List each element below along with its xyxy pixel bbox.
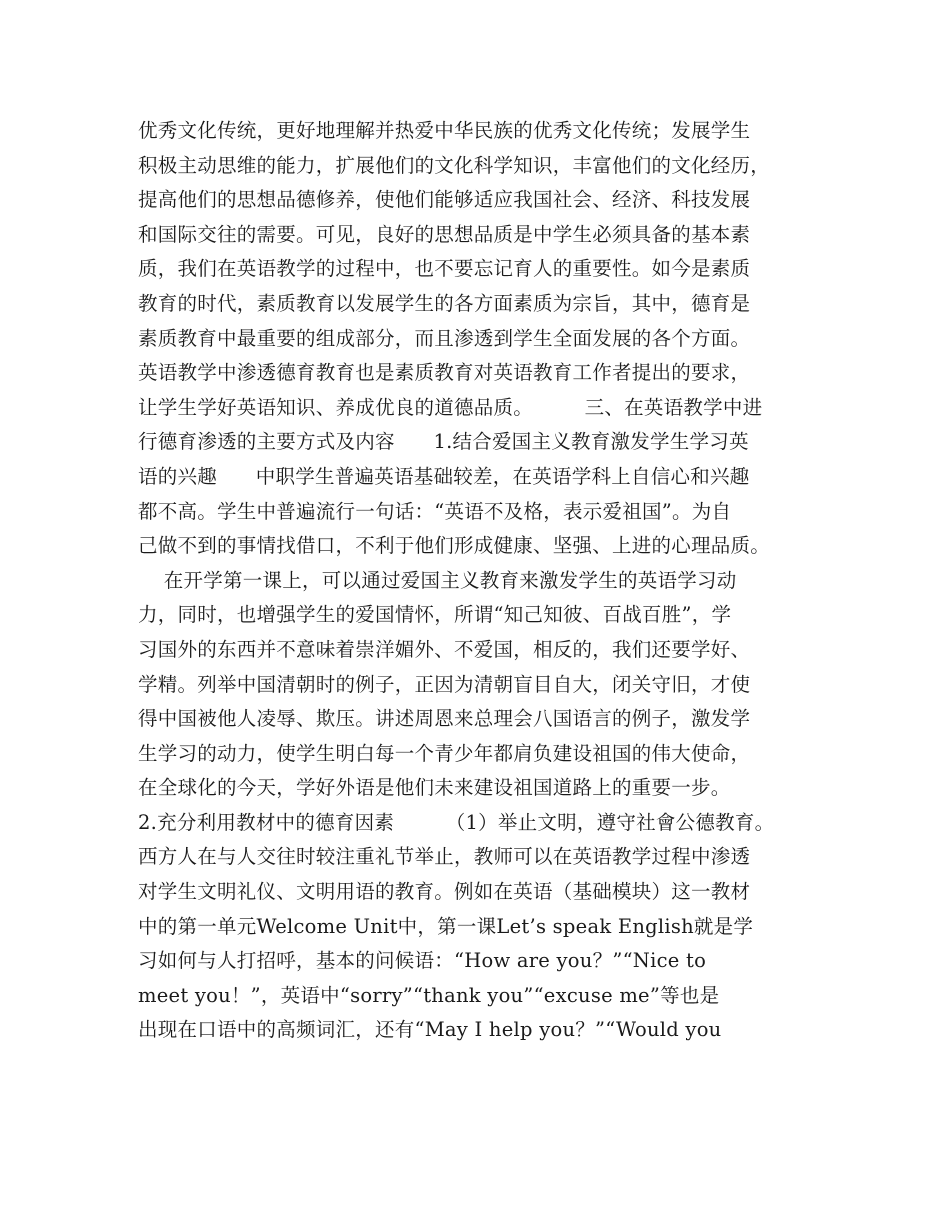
text-line: 在开学第一课上，可以通过爱国主义教育来激发学生的英语学习动 <box>138 568 737 592</box>
text-line: 西方人在与人交往时较注重礼节举止，教师可以在英语教学过程中渗透 <box>138 845 751 869</box>
text-line: 己做不到的事情找借口，不利于他们形成健康、坚强、上进的心理品质。 <box>138 534 771 558</box>
text-line: 在全球化的今天，学好外语是他们未来建设祖国道路上的重要一步。 <box>138 776 731 800</box>
text-line: 英语教学中渗透德育教育也是素质教育对英语教育工作者提出的要求， <box>138 361 751 385</box>
text-line: 出现在口语中的高频词汇，还有“May I help you？”“Would you <box>138 1018 722 1042</box>
text-line: 都不高。学生中普遍流行一句话：“英语不及格，表示爱祖国”。为自 <box>138 499 732 523</box>
text-line: 行德育渗透的主要方式及内容 1.结合爱国主义教育激发学生学习英 <box>138 430 749 454</box>
text-line: 质，我们在英语教学的过程中，也不要忘记育人的重要性。如今是素质 <box>138 257 751 281</box>
text-line: 学精。列举中国清朝时的例子，正因为清朝盲目自大，闭关守旧，才使 <box>138 672 751 696</box>
text-line: 提高他们的思想品德修养，使他们能够适应我国社会、经济、科技发展 <box>138 188 751 212</box>
text-line: 2.充分利用教材中的德育因素 （1）举止文明，遵守社會公德教育。 <box>138 810 775 834</box>
text-line: 优秀文化传统，更好地理解并热爱中华民族的优秀文化传统；发展学生 <box>138 119 751 142</box>
text-line: 得中国被他人凌辱、欺压。讲述周恩来总理会八国语言的例子，激发学 <box>138 707 751 731</box>
text-line: 让学生学好英语知识、养成优良的道德品质。 三、在英语教学中进 <box>138 395 763 419</box>
body-text <box>138 114 818 1048</box>
text-line: 素质教育中最重要的组成部分，而且渗透到学生全面发展的各个方面。 <box>138 326 751 350</box>
text-line: 和国际交往的需要。可见，良好的思想品质是中学生必须具备的基本素 <box>138 222 751 246</box>
text-line: 中的第一单元Welcome Unit中，第一课Let’s speak English就是学 <box>138 914 754 938</box>
text-line: 力，同时，也增强学生的爱国情怀，所谓“知己知彼、百战百胜”，学 <box>138 603 732 627</box>
text-line: 语的兴趣 中职学生普遍英语基础较差，在英语学科上自信心和兴趣 <box>138 464 750 488</box>
text-line: 习国外的东西并不意味着崇洋媚外、不爱国，相反的，我们还要学好、 <box>138 637 751 661</box>
text-line: 对学生文明礼仪、文明用语的教育。例如在英语（基础模块）这一教材 <box>138 880 751 904</box>
text-line: 积极主动思维的能力，扩展他们的文化科学知识，丰富他们的文化经历， <box>138 153 771 177</box>
text-line: meet you！”，英语中“sorry”“thank you”“excuse me”等也是 <box>138 983 720 1007</box>
text-line: 生学习的动力，使学生明白每一个青少年都肩负建设祖国的伟大使命， <box>138 741 751 765</box>
text-line: 教育的时代，素质教育以发展学生的各方面素质为宗旨，其中，德育是 <box>138 291 751 315</box>
text-line: 习如何与人打招呼，基本的问候语：“How are you？”“Nice to <box>138 949 707 973</box>
